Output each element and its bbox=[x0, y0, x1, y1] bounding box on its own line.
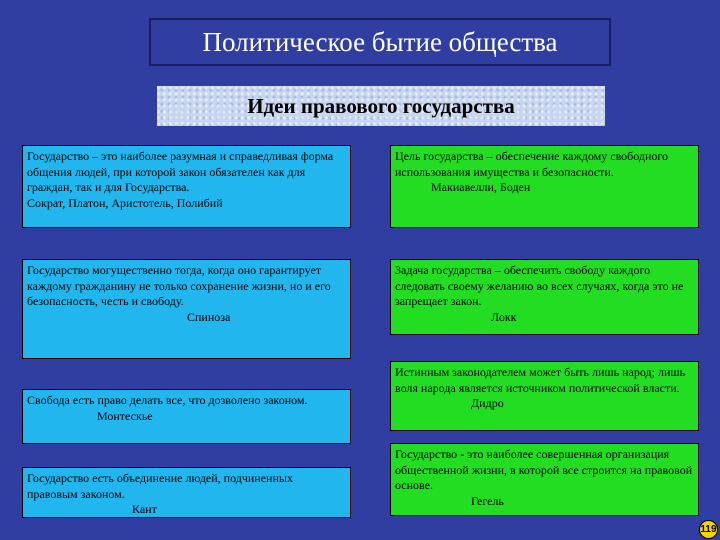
idea-author: Кант bbox=[132, 502, 157, 516]
idea-text: Государство есть объединение людей, подчиненных правовым законом. bbox=[27, 471, 293, 501]
idea-card-kant bbox=[22, 467, 351, 518]
idea-text: Государство - это наиболее совершенная организация общественной жизни, в которой все строится на правовой основе. bbox=[395, 447, 693, 492]
idea-card-socrates bbox=[22, 145, 351, 228]
idea-author: Гегель bbox=[471, 493, 504, 508]
idea-text: Задача государства – обеспечить свободу каждого следовать своему желанию во всех случаях, когда это не запрещает закон. bbox=[395, 263, 684, 308]
idea-author: Макиавелли, Боден bbox=[431, 180, 531, 194]
idea-text: Государство могущественно тогда, когда оно гарантирует каждому гражданину не только сохранение жизни, но и его безопасность, честь и свободу. bbox=[27, 263, 331, 308]
idea-author: Локк bbox=[491, 309, 517, 324]
idea-author: Дидро bbox=[471, 396, 504, 410]
idea-card-locke bbox=[390, 259, 699, 335]
idea-card-diderot bbox=[390, 361, 699, 431]
idea-card-montesquieu bbox=[22, 389, 351, 444]
idea-text: Истинным законодателем может быть лишь народ; лишь воля народа является источником политической власти. bbox=[395, 365, 686, 395]
idea-card-spinoza bbox=[22, 259, 351, 359]
idea-text: Цель государства – обеспечение каждому свободного использования имущества и безопасности. bbox=[395, 149, 669, 179]
idea-author: Монтескье bbox=[97, 408, 153, 423]
idea-text: Государство – это наиболее разумная и справедливая форма общения людей, при которой закон обязателен как для граждан, так и для Государства. bbox=[27, 149, 334, 194]
slide-subtitle: Идеи правового государства bbox=[157, 86, 605, 126]
page-number-badge: 119 bbox=[699, 520, 718, 539]
idea-card-hegel bbox=[390, 443, 699, 516]
idea-author: Сократ, Платон, Аристотель, Полибий bbox=[27, 195, 223, 210]
slide-title: Политическое бытие общества bbox=[149, 18, 611, 66]
idea-card-machiavelli bbox=[390, 145, 699, 228]
idea-author: Спиноза bbox=[187, 309, 231, 324]
idea-text: Свобода есть право делать все, что дозволено законом. bbox=[27, 393, 308, 407]
